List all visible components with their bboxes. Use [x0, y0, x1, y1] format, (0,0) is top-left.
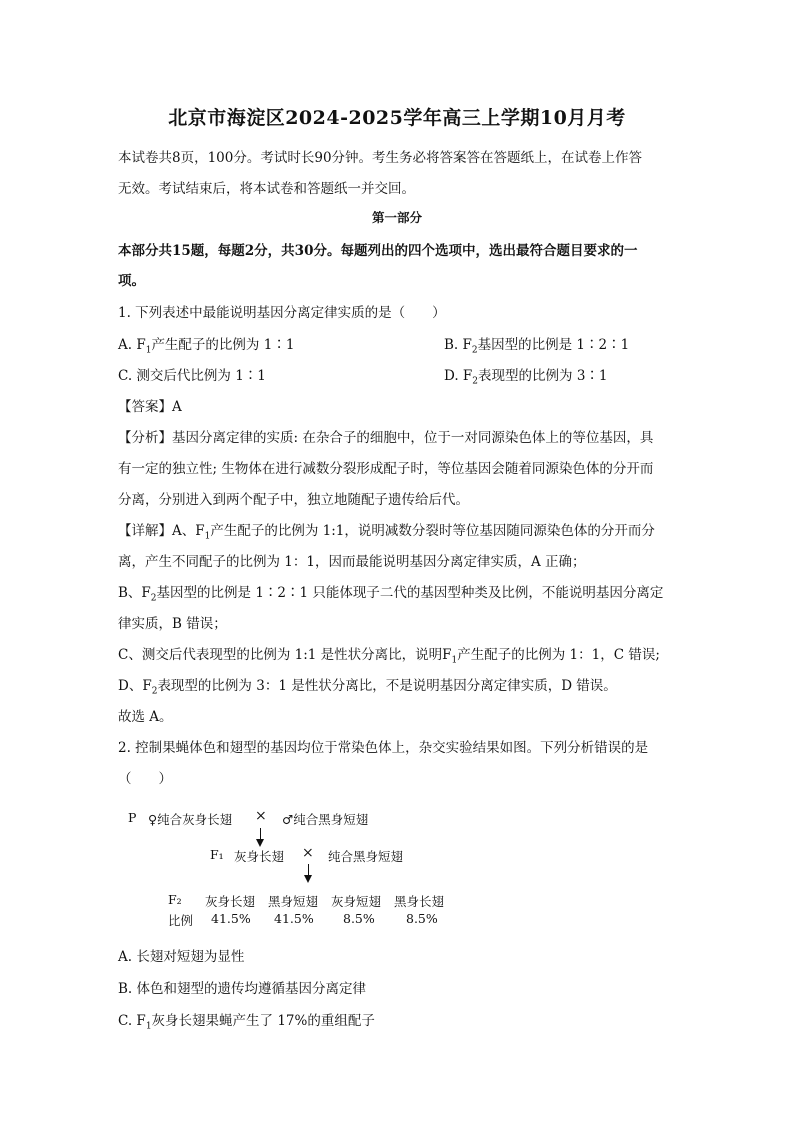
q2-option-a: A. 长翅对短翅为显性 [118, 949, 245, 965]
ratio-black-short: 41.5% [274, 911, 314, 926]
f2-generation-label: F₂ [168, 892, 182, 907]
q1-option-b-sub: 2 [471, 345, 478, 356]
section-heading: 第一部分 [371, 210, 422, 225]
section-instruction-1: 本部分共15题，每题2分，共30分。每题列出的四个选项中，选出最符合题目要求的一 [118, 243, 638, 259]
q1-detail-4: 律实质，B 错误； [118, 616, 227, 632]
q1-detail-6-pre: D、F [118, 678, 152, 694]
q1-detail-1-pre: 【详解】A、F [118, 523, 205, 539]
q1-option-a-sub: 1 [145, 345, 152, 356]
p-male-parent: ♂纯合黑身短翅 [282, 812, 369, 827]
q2-stem-2: （ ） [118, 771, 172, 787]
q1-option-a-post: 产生配子的比例为 1∶1 [151, 337, 295, 353]
q1-option-d-sub: 2 [472, 376, 479, 387]
p-generation-label: P [128, 810, 137, 825]
cross-symbol-1: × [255, 808, 267, 824]
q1-detail-1 [118, 519, 678, 542]
q1-analysis-3: 分离，分别进入到两个配子中，独立地随配子遗传给后代。 [118, 492, 469, 508]
q1-stem: 1. 下列表述中最能说明基因分离定律实质的是（ ） [118, 305, 446, 321]
down-arrow-1 [260, 828, 261, 845]
q1-detail-5 [118, 643, 678, 666]
q1-analysis-1: 【分析】基因分离定律的实质: 在杂合子的细胞中，位于一对同源染色体上的等位基因，具 [118, 430, 654, 446]
q1-detail-3-post: 基因型的比例是 1∶2∶1 只能体现子二代的基因型种类及比例，不能说明基因分离定 [156, 585, 664, 601]
q1-detail-2: 离，产生不同配子的比例为 1：1，因而最能说明基因分离定律实质，A 正确； [118, 554, 586, 570]
q1-detail-3 [118, 581, 678, 604]
q1-detail-1-sub: 1 [204, 531, 211, 542]
section-instruction-2: 项。 [118, 273, 145, 289]
testcross-parent: 纯合黑身短翅 [328, 849, 404, 864]
down-arrow-2 [308, 864, 309, 881]
q1-analysis-2: 有一定的独立性; 生物体在进行减数分裂形成配子时，等位基因会随着同源染色体的分开而 [118, 461, 654, 477]
q1-option-a [118, 333, 294, 356]
q1-detail-6-post: 表现型的比例为 3：1 是性状分离比，不是说明基因分离定律实质，D 错误。 [157, 678, 617, 694]
q1-detail-5-pre: C、测交后代表现型的比例为 1:1 是性状分离比，说明F [118, 647, 452, 663]
q1-detail-5-sub: 1 [451, 655, 458, 666]
q1-detail-3-sub: 2 [150, 593, 157, 604]
q1-detail-3-pre: B、F [118, 585, 151, 601]
ratio-label: 比例 [168, 913, 194, 928]
q1-conclusion: 故选 A。 [118, 709, 173, 725]
q2-option-c-pre: C. F [118, 1013, 146, 1029]
q2-option-c-post: 灰身长翅果蝇产生了 17%的重组配子 [151, 1013, 375, 1029]
q1-option-a-pre: A. F [118, 337, 146, 353]
q2-stem-1: 2. 控制果蝇体色和翅型的基因均位于常染色体上，杂交实验结果如图。下列分析错误的是 [118, 740, 649, 756]
q1-detail-6 [118, 674, 678, 697]
q1-detail-5-post: 产生配子的比例为 1：1，C 错误; [457, 647, 660, 663]
q1-option-c: C. 测交后代比例为 1∶1 [118, 368, 266, 384]
q1-option-d-post: 表现型的比例为 3∶1 [478, 368, 608, 384]
phenotype-gray-short: 灰身短翅 [331, 894, 382, 909]
page-title: 北京市海淀区2024-2025学年高三上学期10月月考 [168, 107, 626, 129]
ratio-gray-long: 41.5% [211, 911, 251, 926]
q2-option-c-sub: 1 [145, 1021, 152, 1032]
q1-answer: 【答案】A [118, 399, 182, 415]
q1-option-b [444, 333, 629, 356]
q1-option-d-pre: D. F [444, 368, 473, 384]
p-female-parent: ♀纯合灰身长翅 [148, 812, 233, 827]
q2-option-b: B. 体色和翅型的遗传均遵循基因分离定律 [118, 981, 367, 997]
phenotype-black-short: 黑身短翅 [268, 894, 319, 909]
ratio-gray-short: 8.5% [343, 911, 375, 926]
cross-symbol-2: × [302, 845, 314, 861]
ratio-black-long: 8.5% [406, 911, 438, 926]
q1-option-b-pre: B. F [444, 337, 472, 353]
intro-line-1: 本试卷共8页，100分。考试时长90分钟。考生务必将答案答在答题纸上，在试卷上作答 [118, 150, 643, 166]
q1-option-d [444, 364, 608, 387]
q1-detail-6-sub: 2 [151, 686, 158, 697]
phenotype-gray-long: 灰身长翅 [205, 894, 256, 909]
f1-parent: 灰身长翅 [234, 849, 285, 864]
phenotype-black-long: 黑身长翅 [394, 894, 445, 909]
f1-generation-label: F₁ [210, 847, 224, 862]
intro-line-2: 无效。考试结束后，将本试卷和答题纸一并交回。 [118, 181, 415, 197]
q1-detail-1-post: 产生配子的比例为 1:1，说明减数分裂时等位基因随同源染色体的分开而分 [210, 523, 655, 539]
q1-option-b-post: 基因型的比例是 1∶2∶1 [477, 337, 630, 353]
q2-option-c [118, 1009, 678, 1032]
